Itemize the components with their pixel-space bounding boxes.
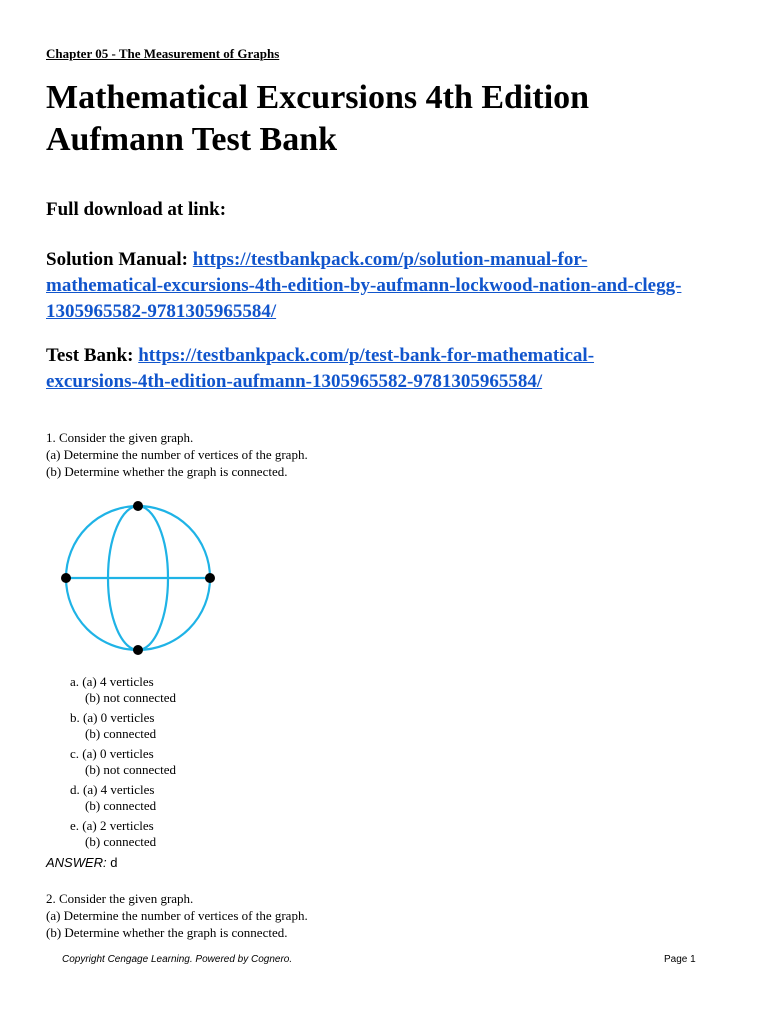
choice-c-part-b: (b) not connected [85,762,176,777]
vertex-left [61,573,71,583]
answer-label: ANSWER: [46,855,107,870]
choice-e-part-a: e. (a) 2 verticles [70,818,154,833]
document-title [46,77,589,161]
question-2-line-1: 2. Consider the given graph. [46,891,194,906]
graph-figure [56,496,221,661]
solution-manual-link-1[interactable]: https://testbankpack.com/p/solution-manual-for- [192,249,588,270]
choice-d-part-a: d. (a) 4 verticles [70,782,155,797]
solution-manual-link-2[interactable]: mathematical-excursions-4th-edition-by-aufmann-lockwood-nation-and-clegg- [46,275,682,296]
test-bank-label: Test Bank: [46,345,134,366]
graph-edges [66,506,210,650]
test-bank-block [46,343,594,395]
answer-value: d [110,855,118,870]
question-1-line-3: (b) Determine whether the graph is connected. [46,464,288,479]
choice-c [70,746,176,778]
question-1-line-1: 1. Consider the given graph. [46,430,194,445]
question-2-line-3: (b) Determine whether the graph is connected. [46,925,288,940]
answer-line [46,855,118,870]
choice-c-part-a: c. (a) 0 verticles [70,746,154,761]
choice-e-part-b: (b) connected [85,834,157,849]
solution-manual-label: Solution Manual: [46,249,189,270]
chapter-heading: Chapter 05 - The Measurement of Graphs [46,46,280,61]
vertex-bottom [133,645,143,655]
title-line-2: Aufmann Test Bank [46,121,338,158]
title-line-1: Mathematical Excursions 4th Edition [46,79,590,116]
question-2-line-2: (a) Determine the number of vertices of the graph. [46,908,308,923]
choice-e [70,818,176,850]
solution-manual-link-3[interactable]: 1305965582-9781305965584/ [46,301,277,322]
choice-a-part-a: a. (a) 4 verticles [70,674,154,689]
footer-copyright: Copyright Cengage Learning. Powered by Cognero. [62,954,293,965]
choice-d [70,782,176,814]
test-bank-link-2[interactable]: excursions-4th-edition-aufmann-1305965582-9781305965584/ [46,371,543,392]
choice-b [70,710,176,742]
choice-a-part-b: (b) not connected [85,690,176,705]
choice-a [70,674,176,706]
choice-b-part-b: (b) connected [85,726,157,741]
vertex-right [205,573,215,583]
question-1-prompt [46,429,308,480]
answer-choices [70,674,176,854]
footer-page-number: Page 1 [664,954,696,965]
solution-manual-block [46,247,681,325]
choice-b-part-a: b. (a) 0 verticles [70,710,155,725]
vertex-top [133,501,143,511]
full-download-label: Full download at link: [46,199,227,220]
test-bank-link-1[interactable]: https://testbankpack.com/p/test-bank-for-mathematical- [138,345,595,366]
question-1-line-2: (a) Determine the number of vertices of the graph. [46,447,308,462]
choice-d-part-b: (b) connected [85,798,157,813]
question-2-prompt [46,890,308,941]
